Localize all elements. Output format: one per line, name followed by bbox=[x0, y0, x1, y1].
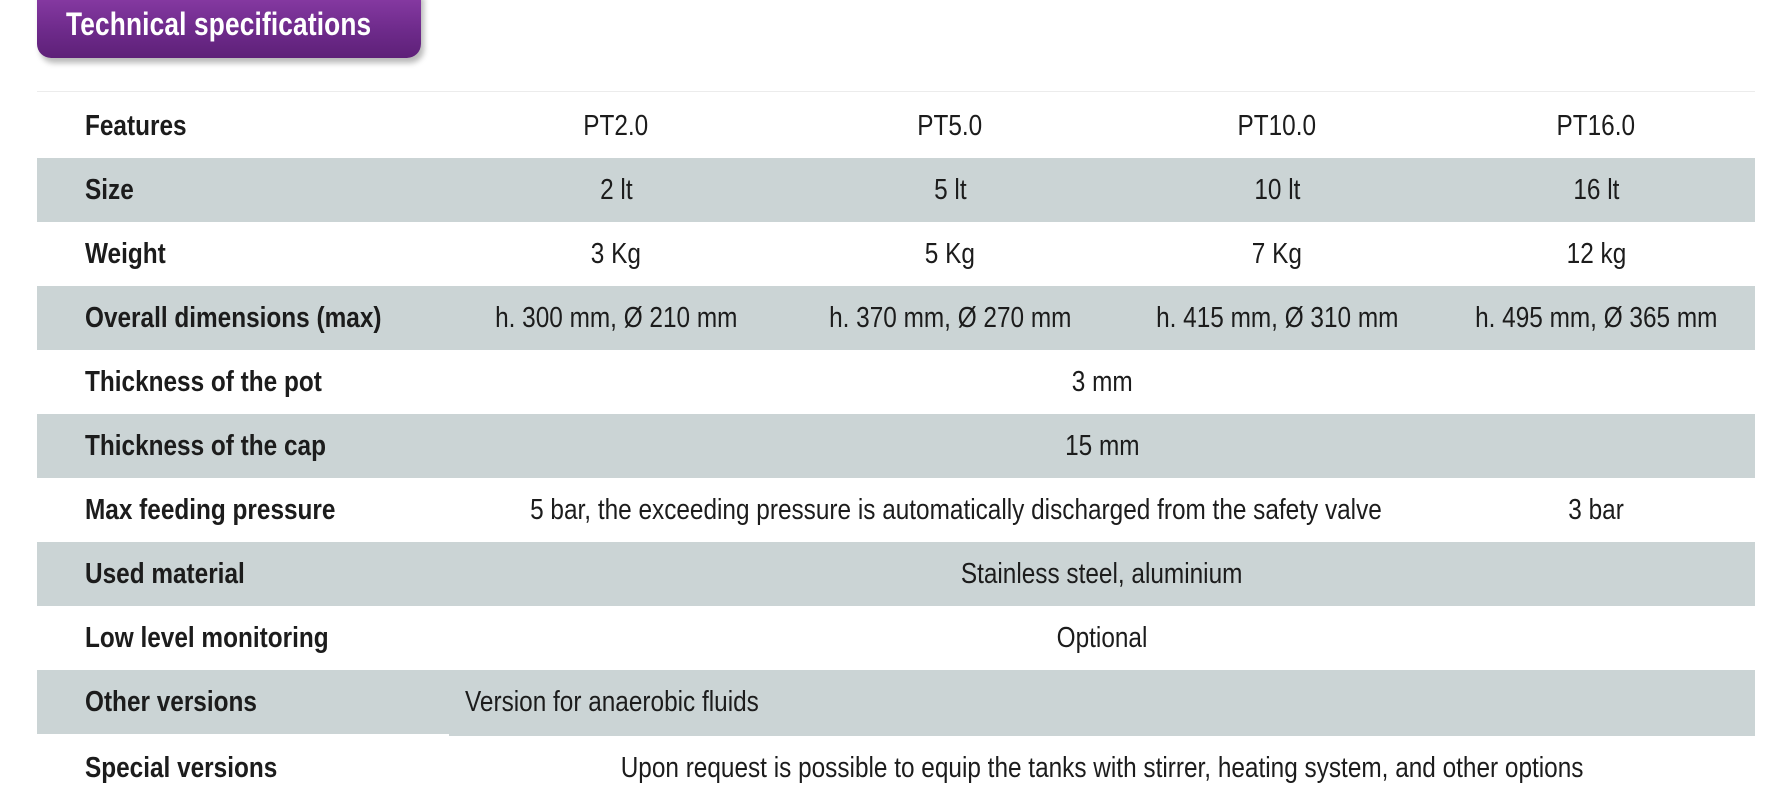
model-header-pt2: PT2.0 bbox=[583, 109, 649, 142]
model-header-pt16: PT16.0 bbox=[1556, 109, 1636, 142]
row-size bbox=[37, 158, 1755, 222]
cell-value: 2 lt bbox=[449, 158, 783, 222]
cell-value: h. 300 mm, Ø 210 mm bbox=[449, 286, 783, 350]
cell-value: 10 lt bbox=[1117, 158, 1437, 222]
row-label: Weight bbox=[85, 237, 166, 270]
cell-value: 3 Kg bbox=[590, 237, 642, 270]
row-overall-dimensions bbox=[37, 286, 1755, 350]
cell-value: 7 Kg bbox=[1251, 237, 1303, 270]
row-label: Overall dimensions (max) bbox=[37, 286, 449, 350]
cell-value: 3 mm bbox=[1071, 365, 1133, 398]
cell-value: 5 bar, the exceeding pressure is automatically discharged from the safety valve bbox=[530, 493, 1382, 526]
section-title: Technical specifications bbox=[66, 6, 372, 42]
cell-value: h. 415 mm, Ø 310 mm bbox=[1117, 286, 1437, 350]
section-tab bbox=[37, 0, 421, 58]
cell-value: 5 Kg bbox=[924, 237, 976, 270]
row-special-versions bbox=[37, 735, 1755, 800]
row-max-feeding-pressure bbox=[37, 478, 1755, 542]
row-label: Other versions bbox=[37, 670, 449, 735]
specifications-table bbox=[37, 94, 1755, 800]
cell-value: 3 bar bbox=[1568, 493, 1624, 526]
row-other-versions bbox=[37, 670, 1755, 735]
row-label: Max feeding pressure bbox=[85, 493, 336, 526]
model-header-pt5: PT5.0 bbox=[917, 109, 983, 142]
cell-value: h. 370 mm, Ø 270 mm bbox=[783, 286, 1117, 350]
row-thickness-pot bbox=[37, 350, 1755, 414]
row-label: Thickness of the pot bbox=[85, 365, 322, 398]
cell-value: Upon request is possible to equip the tanks with stirrer, heating system, and other options bbox=[449, 735, 1755, 800]
row-used-material bbox=[37, 542, 1755, 606]
header-row bbox=[37, 94, 1755, 158]
row-label: Thickness of the cap bbox=[37, 414, 449, 478]
cell-value: 12 kg bbox=[1566, 237, 1626, 270]
row-label: Low level monitoring bbox=[85, 621, 329, 654]
cell-value: 5 lt bbox=[783, 158, 1117, 222]
row-label: Size bbox=[37, 158, 449, 222]
model-header-pt10: PT10.0 bbox=[1237, 109, 1317, 142]
cell-value: 16 lt bbox=[1437, 158, 1755, 222]
cell-value: h. 495 mm, Ø 365 mm bbox=[1437, 286, 1755, 350]
row-low-level-monitoring bbox=[37, 606, 1755, 670]
row-label: Special versions bbox=[37, 735, 449, 800]
features-header: Features bbox=[85, 109, 187, 142]
cell-value: Version for anaerobic fluids bbox=[449, 670, 1755, 735]
row-label: Used material bbox=[37, 542, 449, 606]
table-top-rule bbox=[37, 91, 1755, 92]
row-thickness-cap bbox=[37, 414, 1755, 478]
row-weight bbox=[37, 222, 1755, 286]
cell-value: 15 mm bbox=[449, 414, 1755, 478]
cell-value: Optional bbox=[1056, 621, 1148, 654]
cell-value: Stainless steel, aluminium bbox=[449, 542, 1755, 606]
